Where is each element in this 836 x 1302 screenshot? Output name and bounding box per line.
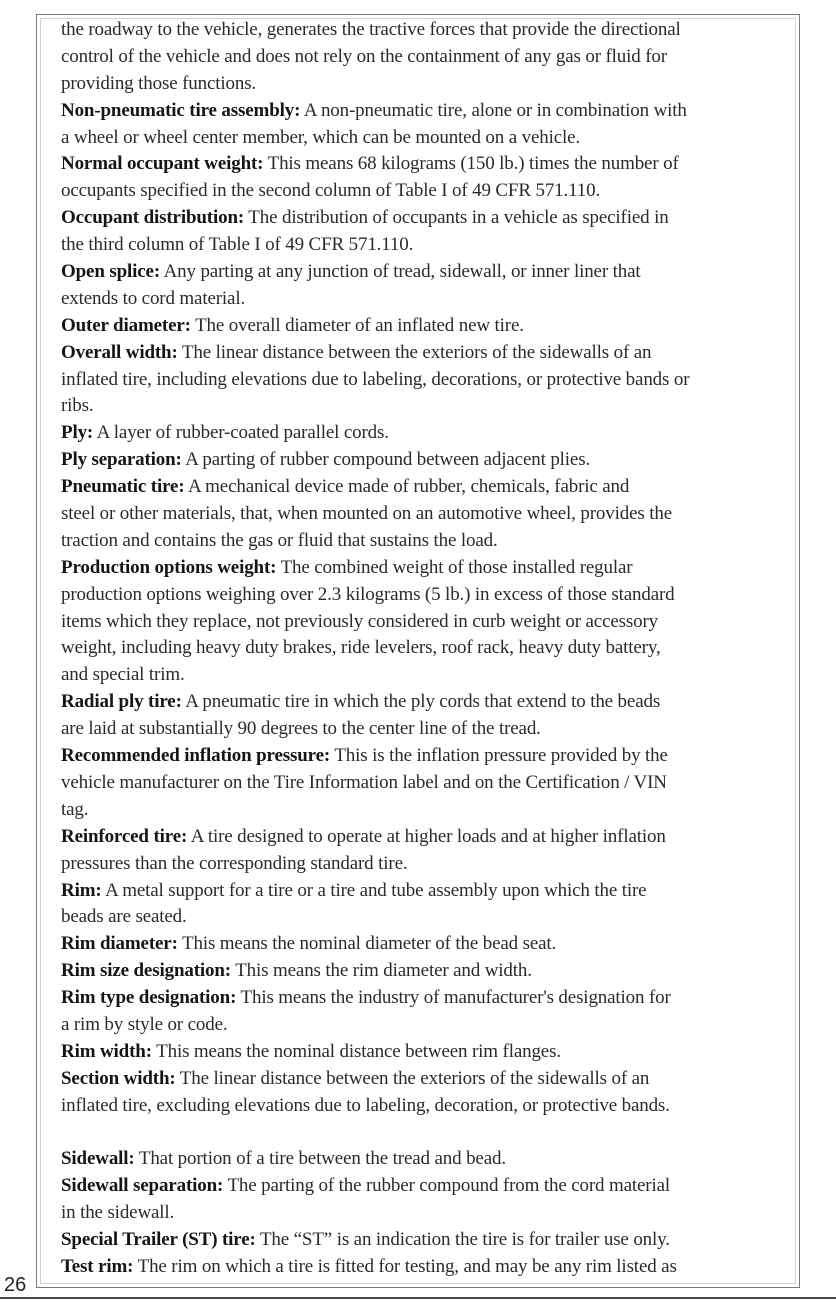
glossary-definition: A tire designed to operate at higher loads and at higher inflation (187, 825, 666, 847)
glossary-entry-line (61, 958, 797, 985)
glossary-entry-line (61, 474, 797, 501)
glossary-term: Test rim: (61, 1255, 134, 1277)
glossary-term: Normal occupant weight: (61, 153, 264, 175)
glossary-entry-line (61, 824, 797, 851)
glossary-term: Outer diameter: (61, 314, 191, 336)
glossary-definition: weight, including heavy duty brakes, ride levelers, roof rack, heavy duty battery, (61, 637, 661, 659)
glossary-continuation-line (61, 609, 797, 636)
glossary-definition: The combined weight of those installed regular (276, 556, 633, 578)
glossary-definition: vehicle manufacturer on the Tire Information label and on the Certification / VIN (61, 771, 667, 793)
glossary-entry-line (61, 259, 797, 286)
glossary-definition: A parting of rubber compound between adjacent plies. (181, 449, 591, 471)
glossary-definition: traction and contains the gas or fluid that sustains the load. (61, 529, 498, 551)
bottom-rule (0, 1297, 836, 1299)
glossary-continuation-line (61, 125, 797, 152)
glossary-definition: This means the nominal distance between rim flanges. (151, 1040, 561, 1062)
glossary-entry-line (61, 340, 797, 367)
glossary-term: Rim diameter: (61, 933, 178, 955)
glossary-continuation-line (61, 528, 797, 555)
glossary-continuation-line (61, 851, 797, 878)
glossary-continuation-line (61, 393, 797, 420)
glossary-term: Radial ply tire: (61, 691, 182, 713)
glossary-entry-line (61, 743, 797, 770)
glossary-definition: A layer of rubber-coated parallel cords. (93, 422, 389, 444)
glossary-continuation-line (61, 17, 797, 44)
glossary-continuation-line (61, 1012, 797, 1039)
glossary-definition: A pneumatic tire in which the ply cords that extend to the beads (181, 691, 661, 713)
glossary-definition: inflated tire, including elevations due to labeling, decorations, or protective bands or (61, 368, 690, 390)
glossary-definition: A metal support for a tire or a tire and tube assembly upon which the tire (101, 879, 647, 901)
glossary-definition: This means 68 kilograms (150 lb.) times the number of (263, 153, 679, 175)
glossary-definition: and special trim. (61, 664, 185, 686)
glossary-definition: beads are seated. (61, 906, 187, 928)
glossary-entry-line (61, 985, 797, 1012)
glossary-entry-line (61, 1039, 797, 1066)
glossary-entry-line (61, 447, 797, 474)
glossary-continuation-line (61, 635, 797, 662)
glossary-definition: A non-pneumatic tire, alone or in combination with (300, 99, 687, 121)
glossary-term: Ply: (61, 422, 94, 444)
glossary-term: Rim size designation: (61, 960, 231, 982)
glossary-definition: production options weighing over 2.3 kilograms (5 lb.) in excess of those standard (61, 583, 675, 605)
glossary-continuation-line (61, 1093, 797, 1120)
glossary-term: Recommended inflation pressure: (61, 745, 331, 767)
glossary-definition: pressures than the corresponding standard tire. (61, 852, 408, 874)
page-number: 26 (4, 1274, 27, 1296)
glossary-entry-line (61, 205, 797, 232)
glossary-continuation-line (61, 904, 797, 931)
glossary-definition: tag. (61, 798, 89, 820)
glossary-entry-line (61, 689, 797, 716)
glossary-definition: control of the vehicle and does not rely on the containment of any gas or fluid for (61, 45, 667, 67)
glossary-definition: The linear distance between the exteriors of the sidewalls of an (175, 1067, 650, 1089)
glossary-entry-line (61, 98, 797, 125)
glossary-definition: extends to cord material. (61, 287, 246, 309)
glossary-definition: That portion of a tire between the tread and bead. (134, 1148, 506, 1170)
glossary-entry-line (61, 151, 797, 178)
glossary-term: Non-pneumatic tire assembly: (61, 99, 301, 121)
glossary-entry-line (61, 1254, 797, 1281)
glossary-continuation-line (61, 232, 797, 259)
glossary-definition: The “ST” is an indication the tire is for trailer use only. (255, 1229, 670, 1251)
glossary-entry-line (61, 555, 797, 582)
glossary-definition: in the sidewall. (61, 1202, 175, 1224)
glossary-continuation-line (61, 662, 797, 689)
glossary-text (61, 17, 797, 1281)
glossary-definition: The overall diameter of an inflated new tire. (190, 314, 524, 336)
glossary-definition: steel or other materials, that, when mounted on an automotive wheel, provides the (61, 503, 672, 525)
glossary-definition: are laid at substantially 90 degrees to the center line of the tread. (61, 718, 541, 740)
glossary-entry-line (61, 1227, 797, 1254)
glossary-term: Pneumatic tire: (61, 476, 185, 498)
glossary-entry-line (61, 1173, 797, 1200)
glossary-definition: items which they replace, not previously considered in curb weight or accessory (61, 610, 659, 632)
glossary-term: Ply separation: (61, 449, 182, 471)
glossary-definition: This is the inflation pressure provided by the (330, 745, 668, 767)
glossary-definition: A mechanical device made of rubber, chemicals, fabric and (184, 476, 630, 498)
glossary-definition: This means the industry of manufacturer's designation for (236, 987, 671, 1009)
glossary-entry-line (61, 878, 797, 905)
glossary-definition: ribs. (61, 395, 94, 417)
glossary-continuation-line (61, 770, 797, 797)
glossary-term: Occupant distribution: (61, 207, 245, 229)
glossary-definition: Any parting at any junction of tread, sidewall, or inner liner that (160, 261, 641, 283)
glossary-entry-line (61, 1066, 797, 1093)
glossary-term: Section width: (61, 1067, 176, 1089)
glossary-continuation-line (61, 1120, 797, 1147)
glossary-continuation-line (61, 286, 797, 313)
glossary-term: Sidewall: (61, 1148, 135, 1170)
glossary-continuation-line (61, 582, 797, 609)
glossary-definition: This means the rim diameter and width. (230, 960, 532, 982)
glossary-term: Rim width: (61, 1040, 152, 1062)
glossary-definition: providing those functions. (61, 72, 257, 94)
glossary-entry-line (61, 420, 797, 447)
glossary-continuation-line (61, 501, 797, 528)
glossary-definition: The rim on which a tire is fitted for testing, and may be any rim listed as (133, 1255, 677, 1277)
glossary-definition: the roadway to the vehicle, generates the tractive forces that provide the directional (61, 19, 681, 40)
glossary-continuation-line (61, 44, 797, 71)
glossary-term: Production options weight: (61, 556, 277, 578)
glossary-continuation-line (61, 178, 797, 205)
glossary-definition: a wheel or wheel center member, which can be mounted on a vehicle. (61, 126, 581, 148)
glossary-definition: The linear distance between the exteriors of the sidewalls of an (177, 341, 652, 363)
glossary-term: Rim: (61, 879, 102, 901)
glossary-term: Rim type designation: (61, 987, 237, 1009)
glossary-definition: This means the nominal diameter of the bead seat. (177, 933, 557, 955)
glossary-definition: a rim by style or code. (61, 1013, 228, 1035)
glossary-definition: occupants specified in the second column of Table I of 49 CFR 571.110. (61, 180, 601, 202)
glossary-term: Special Trailer (ST) tire: (61, 1229, 256, 1251)
glossary-term: Reinforced tire: (61, 825, 188, 847)
glossary-entry-line (61, 313, 797, 340)
glossary-definition: inflated tire, excluding elevations due to labeling, decoration, or protective bands. (61, 1094, 670, 1116)
glossary-definition: The parting of the rubber compound from the cord material (223, 1175, 671, 1197)
glossary-continuation-line (61, 1200, 797, 1227)
glossary-entry-line (61, 1146, 797, 1173)
glossary-continuation-line (61, 367, 797, 394)
glossary-term: Sidewall separation: (61, 1175, 224, 1197)
glossary-continuation-line (61, 716, 797, 743)
glossary-definition: the third column of Table I of 49 CFR 571.110. (61, 234, 414, 256)
glossary-continuation-line (61, 71, 797, 98)
glossary-term: Open splice: (61, 261, 161, 283)
glossary-entry-line (61, 931, 797, 958)
glossary-continuation-line (61, 797, 797, 824)
glossary-definition: The distribution of occupants in a vehicle as specified in (244, 207, 669, 229)
glossary-term: Overall width: (61, 341, 178, 363)
